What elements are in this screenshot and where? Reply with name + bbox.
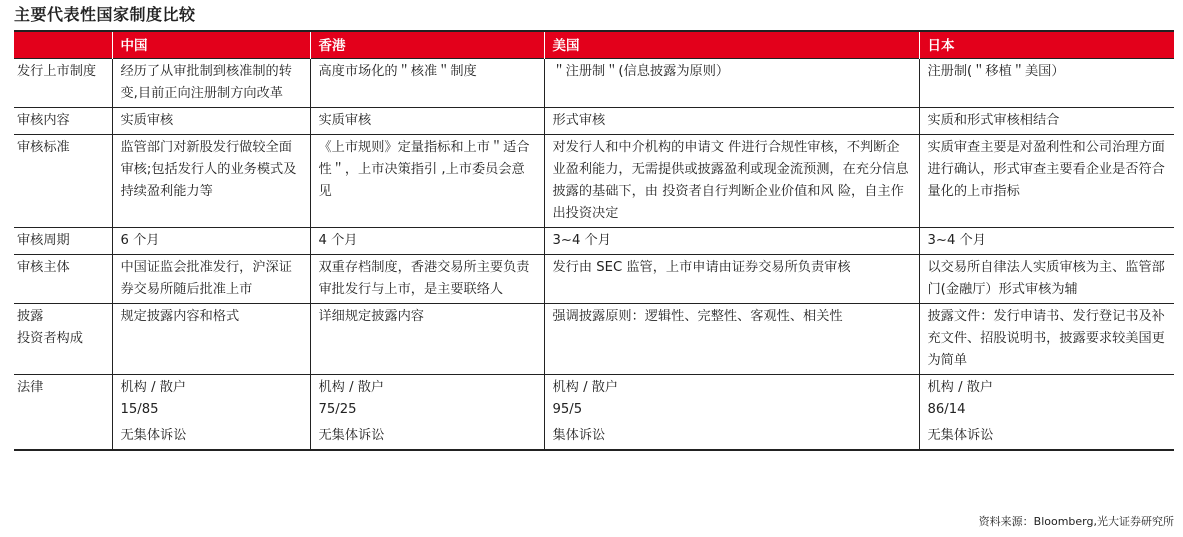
cell-usa: 对发行人和中介机构的申请文 件进行合规性审核，不判断企业盈利能力，无需提供或披露盈利或现金流预测，在充分信息披露的基础下，由 投资者自行判断企业价值和风 险，自主作出投资决定 <box>544 134 919 227</box>
cell-china: 无集体诉讼 <box>112 423 310 450</box>
table-row <box>14 227 1174 254</box>
cell-china: 机构 / 散户 15/85 <box>112 374 310 423</box>
cell-usa: ＂注册制＂(信息披露为原则） <box>544 58 919 107</box>
table-row <box>14 423 1174 450</box>
cell-china: 6 个月 <box>112 227 310 254</box>
cell-hongkong: 机构 / 散户 75/25 <box>310 374 544 423</box>
cell-hongkong: 双重存档制度，香港交易所主要负责审批发行与上市，是主要联络人 <box>310 254 544 303</box>
cell-japan: 实质审查主要是对盈利性和公司治理方面进行确认，形式审查主要看企业是否符合量化的上市指标 <box>919 134 1174 227</box>
header-corner <box>14 32 112 58</box>
row-label: 审核标准 <box>14 134 112 227</box>
table-row <box>14 134 1174 227</box>
table-row <box>14 254 1174 303</box>
table-row <box>14 107 1174 134</box>
cell-hongkong: 《上市规则》定量指标和上市＂适合性＂，上市决策指引 ,上市委员会意见 <box>310 134 544 227</box>
cell-japan: 披露文件：发行申请书、发行登记书及补充文件、招股说明书，披露要求较美国更为简单 <box>919 303 1174 374</box>
cell-hongkong: 实质审核 <box>310 107 544 134</box>
page-title: 主要代表性国家制度比较 <box>14 5 196 24</box>
cell-usa: 发行由 SEC 监管，上市申请由证券交易所负责审核 <box>544 254 919 303</box>
cell-china: 规定披露内容和格式 <box>112 303 310 374</box>
header-japan: 日本 <box>919 32 1174 58</box>
cell-japan: 无集体诉讼 <box>919 423 1174 450</box>
row-label <box>14 423 112 450</box>
cell-china: 经历了从审批制到核准制的转变,目前正向注册制方向改革 <box>112 58 310 107</box>
row-label: 法律 <box>14 374 112 423</box>
comparison-table <box>14 32 1174 451</box>
row-label: 披露 投资者构成 <box>14 303 112 374</box>
table-header-row <box>14 32 1174 58</box>
header-china: 中国 <box>112 32 310 58</box>
table-row <box>14 303 1174 374</box>
header-hongkong: 香港 <box>310 32 544 58</box>
cell-japan: 以交易所自律法人实质审核为主、监管部门(金融厅）形式审核为辅 <box>919 254 1174 303</box>
cell-hongkong: 高度市场化的＂核准＂制度 <box>310 58 544 107</box>
cell-hongkong: 详细规定披露内容 <box>310 303 544 374</box>
cell-usa: 形式审核 <box>544 107 919 134</box>
cell-japan: 注册制(＂移植＂美国） <box>919 58 1174 107</box>
table-row <box>14 374 1174 423</box>
cell-usa: 机构 / 散户 95/5 <box>544 374 919 423</box>
cell-china: 中国证监会批准发行，沪深证券交易所随后批准上市 <box>112 254 310 303</box>
cell-hongkong: 无集体诉讼 <box>310 423 544 450</box>
cell-japan: 机构 / 散户 86/14 <box>919 374 1174 423</box>
cell-usa: 3~4 个月 <box>544 227 919 254</box>
cell-usa: 强调披露原则：逻辑性、完整性、客观性、相关性 <box>544 303 919 374</box>
cell-japan: 实质和形式审核相结合 <box>919 107 1174 134</box>
table-row <box>14 58 1174 107</box>
row-label: 发行上市制度 <box>14 58 112 107</box>
cell-china: 监管部门对新股发行做较全面审核;包括发行人的业务模式及持续盈利能力等 <box>112 134 310 227</box>
table-body <box>14 58 1174 450</box>
row-label: 审核内容 <box>14 107 112 134</box>
header-usa: 美国 <box>544 32 919 58</box>
cell-japan: 3~4 个月 <box>919 227 1174 254</box>
cell-hongkong: 4 个月 <box>310 227 544 254</box>
cell-usa: 集体诉讼 <box>544 423 919 450</box>
source-note: 资料来源：Bloomberg,光大证券研究所 <box>978 515 1174 528</box>
cell-china: 实质审核 <box>112 107 310 134</box>
row-label: 审核主体 <box>14 254 112 303</box>
row-label: 审核周期 <box>14 227 112 254</box>
